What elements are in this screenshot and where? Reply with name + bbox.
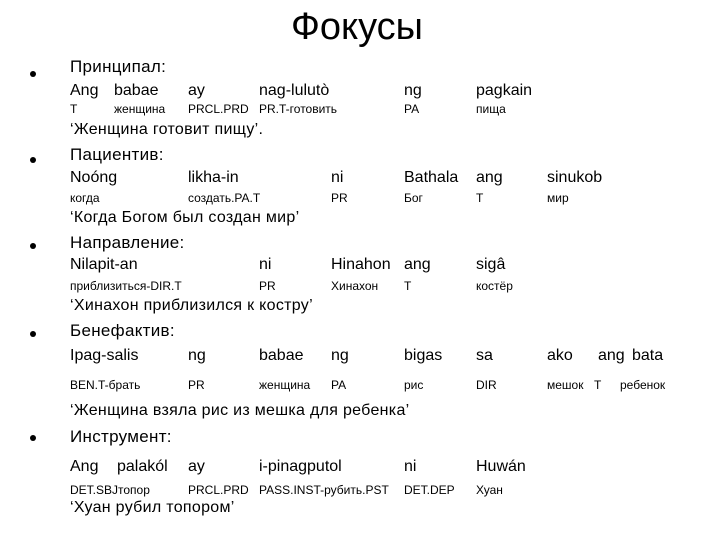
translation: ‘Когда Богом был создан мир’ (70, 209, 300, 226)
word: ni (404, 458, 417, 475)
gloss: приблизиться-DIR.T (70, 279, 182, 293)
gloss: Бог (404, 191, 423, 205)
word: babae (114, 82, 159, 99)
word: sa (476, 347, 493, 364)
gloss: DET.DEP (404, 483, 455, 497)
gloss: PA (331, 378, 347, 392)
gloss: Хуан (476, 483, 503, 497)
word: likha-in (188, 169, 239, 186)
word: ang (476, 169, 503, 186)
word: ay (188, 82, 205, 99)
bullet (30, 157, 36, 163)
word: ang (404, 256, 431, 273)
word: Ipag-salis (70, 347, 139, 364)
bullet (30, 243, 36, 249)
gloss: создать.PA.T (188, 191, 261, 205)
word: ng (188, 347, 206, 364)
word: Noóng (70, 169, 118, 186)
word: bigas (404, 347, 443, 364)
gloss: мешок (547, 378, 584, 392)
word: Nilapit-an (70, 256, 138, 273)
gloss: T (404, 279, 412, 293)
gloss: BEN.T-брать (70, 378, 141, 392)
word: sinukob (547, 169, 603, 186)
gloss: пища (476, 102, 506, 116)
gloss: костёр (476, 279, 513, 293)
word: ay (188, 458, 205, 475)
word: i-pinagputol (259, 458, 342, 475)
gloss: Хинахон (331, 279, 379, 293)
word: bata (632, 347, 664, 364)
translation: ‘Женщина взяла рис из мешка для ребенка’ (70, 402, 410, 419)
gloss: T (476, 191, 484, 205)
gloss: DET.SBJтопор (70, 483, 150, 497)
word: Ang (70, 458, 99, 475)
bullet (30, 331, 36, 337)
word: Ang (70, 82, 99, 99)
word: Bathala (404, 169, 459, 186)
gloss: PRCL.PRD (188, 102, 249, 116)
word: palakól (117, 458, 168, 475)
section-header: Направление: (70, 233, 185, 252)
bullet (30, 71, 36, 77)
translation: ‘Женщина готовит пищу’. (70, 121, 264, 138)
word: ng (404, 82, 422, 99)
gloss: PRCL.PRD (188, 483, 249, 497)
gloss: DIR (476, 378, 497, 392)
gloss: PR (331, 191, 348, 205)
gloss: PR (259, 279, 276, 293)
word: ng (331, 347, 349, 364)
gloss: когда (70, 191, 100, 205)
section-header: Пациентив: (70, 145, 164, 164)
section-header: Принципал: (70, 57, 167, 76)
word: ang (598, 347, 625, 364)
translation: ‘Хуан рубил топором’ (70, 499, 235, 516)
gloss: PR (188, 378, 205, 392)
word: ni (331, 169, 344, 186)
gloss: женщина (259, 378, 311, 392)
section-header: Инструмент: (70, 427, 172, 446)
word: ako (547, 347, 573, 364)
word: sigâ (476, 256, 506, 273)
gloss: женщина (114, 102, 166, 116)
gloss: T (594, 378, 602, 392)
gloss: мир (547, 191, 569, 205)
word: Huwán (476, 458, 526, 475)
gloss: рис (404, 378, 424, 392)
page-title: Фокусы (291, 6, 423, 48)
gloss: PA (404, 102, 420, 116)
translation: ‘Хинахон приблизился к костру’ (70, 297, 313, 314)
gloss: ребенок (620, 378, 666, 392)
word: pagkain (476, 82, 533, 99)
section-header: Бенефактив: (70, 321, 175, 340)
bullet (30, 435, 36, 441)
word: nag-lulutò (259, 82, 330, 99)
gloss: PR.T-готовить (259, 102, 338, 116)
gloss: T (70, 102, 78, 116)
gloss: PASS.INST-рубить.PST (259, 483, 389, 497)
word: Hinahon (331, 256, 391, 273)
word: ni (259, 256, 272, 273)
word: babae (259, 347, 304, 364)
